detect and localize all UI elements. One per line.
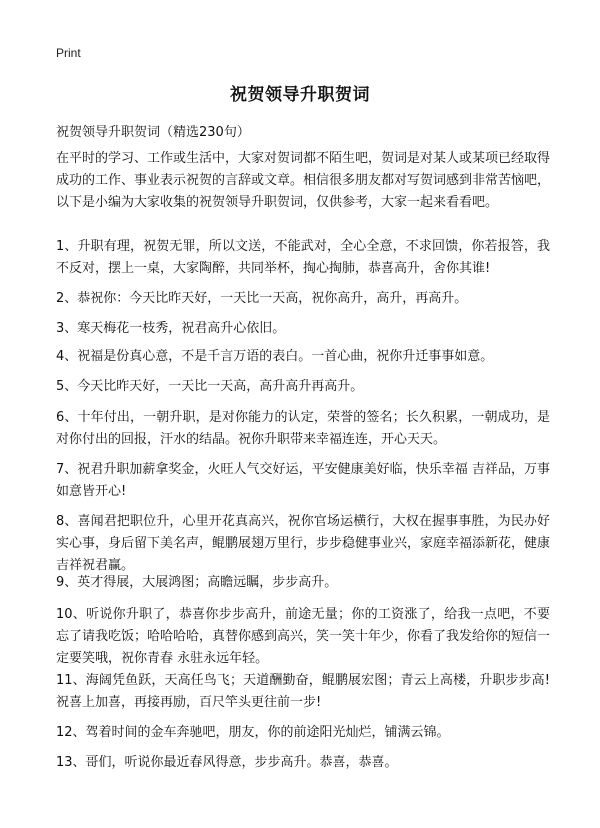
- document-title: 祝贺领导升职贺词: [230, 85, 370, 105]
- list-item-7: 7、祝君升职加薪拿奖金，火旺人气交好运，平安健康美好临，快乐幸福 吉祥品，万事如意皆开心!: [56, 462, 550, 499]
- list-item-11: 11、海阔凭鱼跃，天高任鸟飞；天道酬勤奋，鲲鹏展宏图；青云上高楼，升职步步高! 祝喜上加喜，再接再励，百尺竿头更往前一步!: [56, 673, 550, 710]
- list-item-1: 1、升职有理，祝贺无罪，所以文送，不能武对，全心全意，不求回馈，你若报答，我不反对，摆上一桌，大家陶醉，共同举杯，掏心掏肺，恭喜高升，舍你其谁!: [56, 239, 550, 276]
- list-item-3: 3、寒天梅花一枝秀，祝君高升心依旧。: [56, 321, 286, 336]
- list-item-8: 8、喜闻君把职位升，心里开花真高兴，祝你官场运横行，大权在握事事胜，为民办好实心事，身后留下美名声，鲲鹏展翅万里行，步步稳健事业兴，家庭幸福添新花，健康吉祥祝君赢。: [56, 514, 551, 573]
- document-subtitle: 祝贺领导升职贺词（精选230句）: [56, 125, 250, 140]
- list-item-5: 5、今天比昨天好，一天比一天高，高升高升再高升。: [56, 379, 364, 394]
- print-label[interactable]: Print: [56, 46, 81, 60]
- list-item-12: 12、驾着时间的金车奔驰吧，朋友，你的前途阳光灿烂，铺满云锦。: [56, 725, 450, 740]
- list-item-10: 10、听说你升职了，恭喜你步步高升，前途无量；你的工资涨了，给我一点吧，不要忘了请我吃饭；哈哈哈哈，真替你感到高兴，笑一笑十年少，你看了我发给你的短信一定要笑哦，祝你青春 永驻永远年轻。: [56, 607, 551, 666]
- list-item-6: 6、十年付出，一朝升职，是对你能力的认定，荣誉的签名；长久积累，一朝成功，是对你付出的回报，汗水的结晶。祝你升职带来幸福连连，开心天天。: [56, 410, 550, 447]
- list-item-4: 4、祝福是份真心意，不是千言万语的表白。一首心曲，祝你升迁事事如意。: [56, 349, 494, 364]
- list-item-2: 2、恭祝你：今天比昨天好，一天比一天高，祝你高升，高升，再高升。: [56, 291, 468, 306]
- list-item-9: 9、英才得展，大展鸿图；高瞻远瞩，步步高升。: [56, 575, 338, 590]
- intro-paragraph: 在平时的学习、工作或生活中，大家对贺词都不陌生吧，贺词是对某人或某项已经取得成功的工作、事业表示祝贺的言辞或文章。相信很多朋友都对写贺词感到非常苦恼吧，以下是小编为大家收集的祝贺领导升职贺词，仅供参考，大家一起来看看吧。: [56, 151, 551, 210]
- list-item-13: 13、哥们，听说你最近春风得意，步步高升。恭喜，恭喜。: [56, 755, 398, 770]
